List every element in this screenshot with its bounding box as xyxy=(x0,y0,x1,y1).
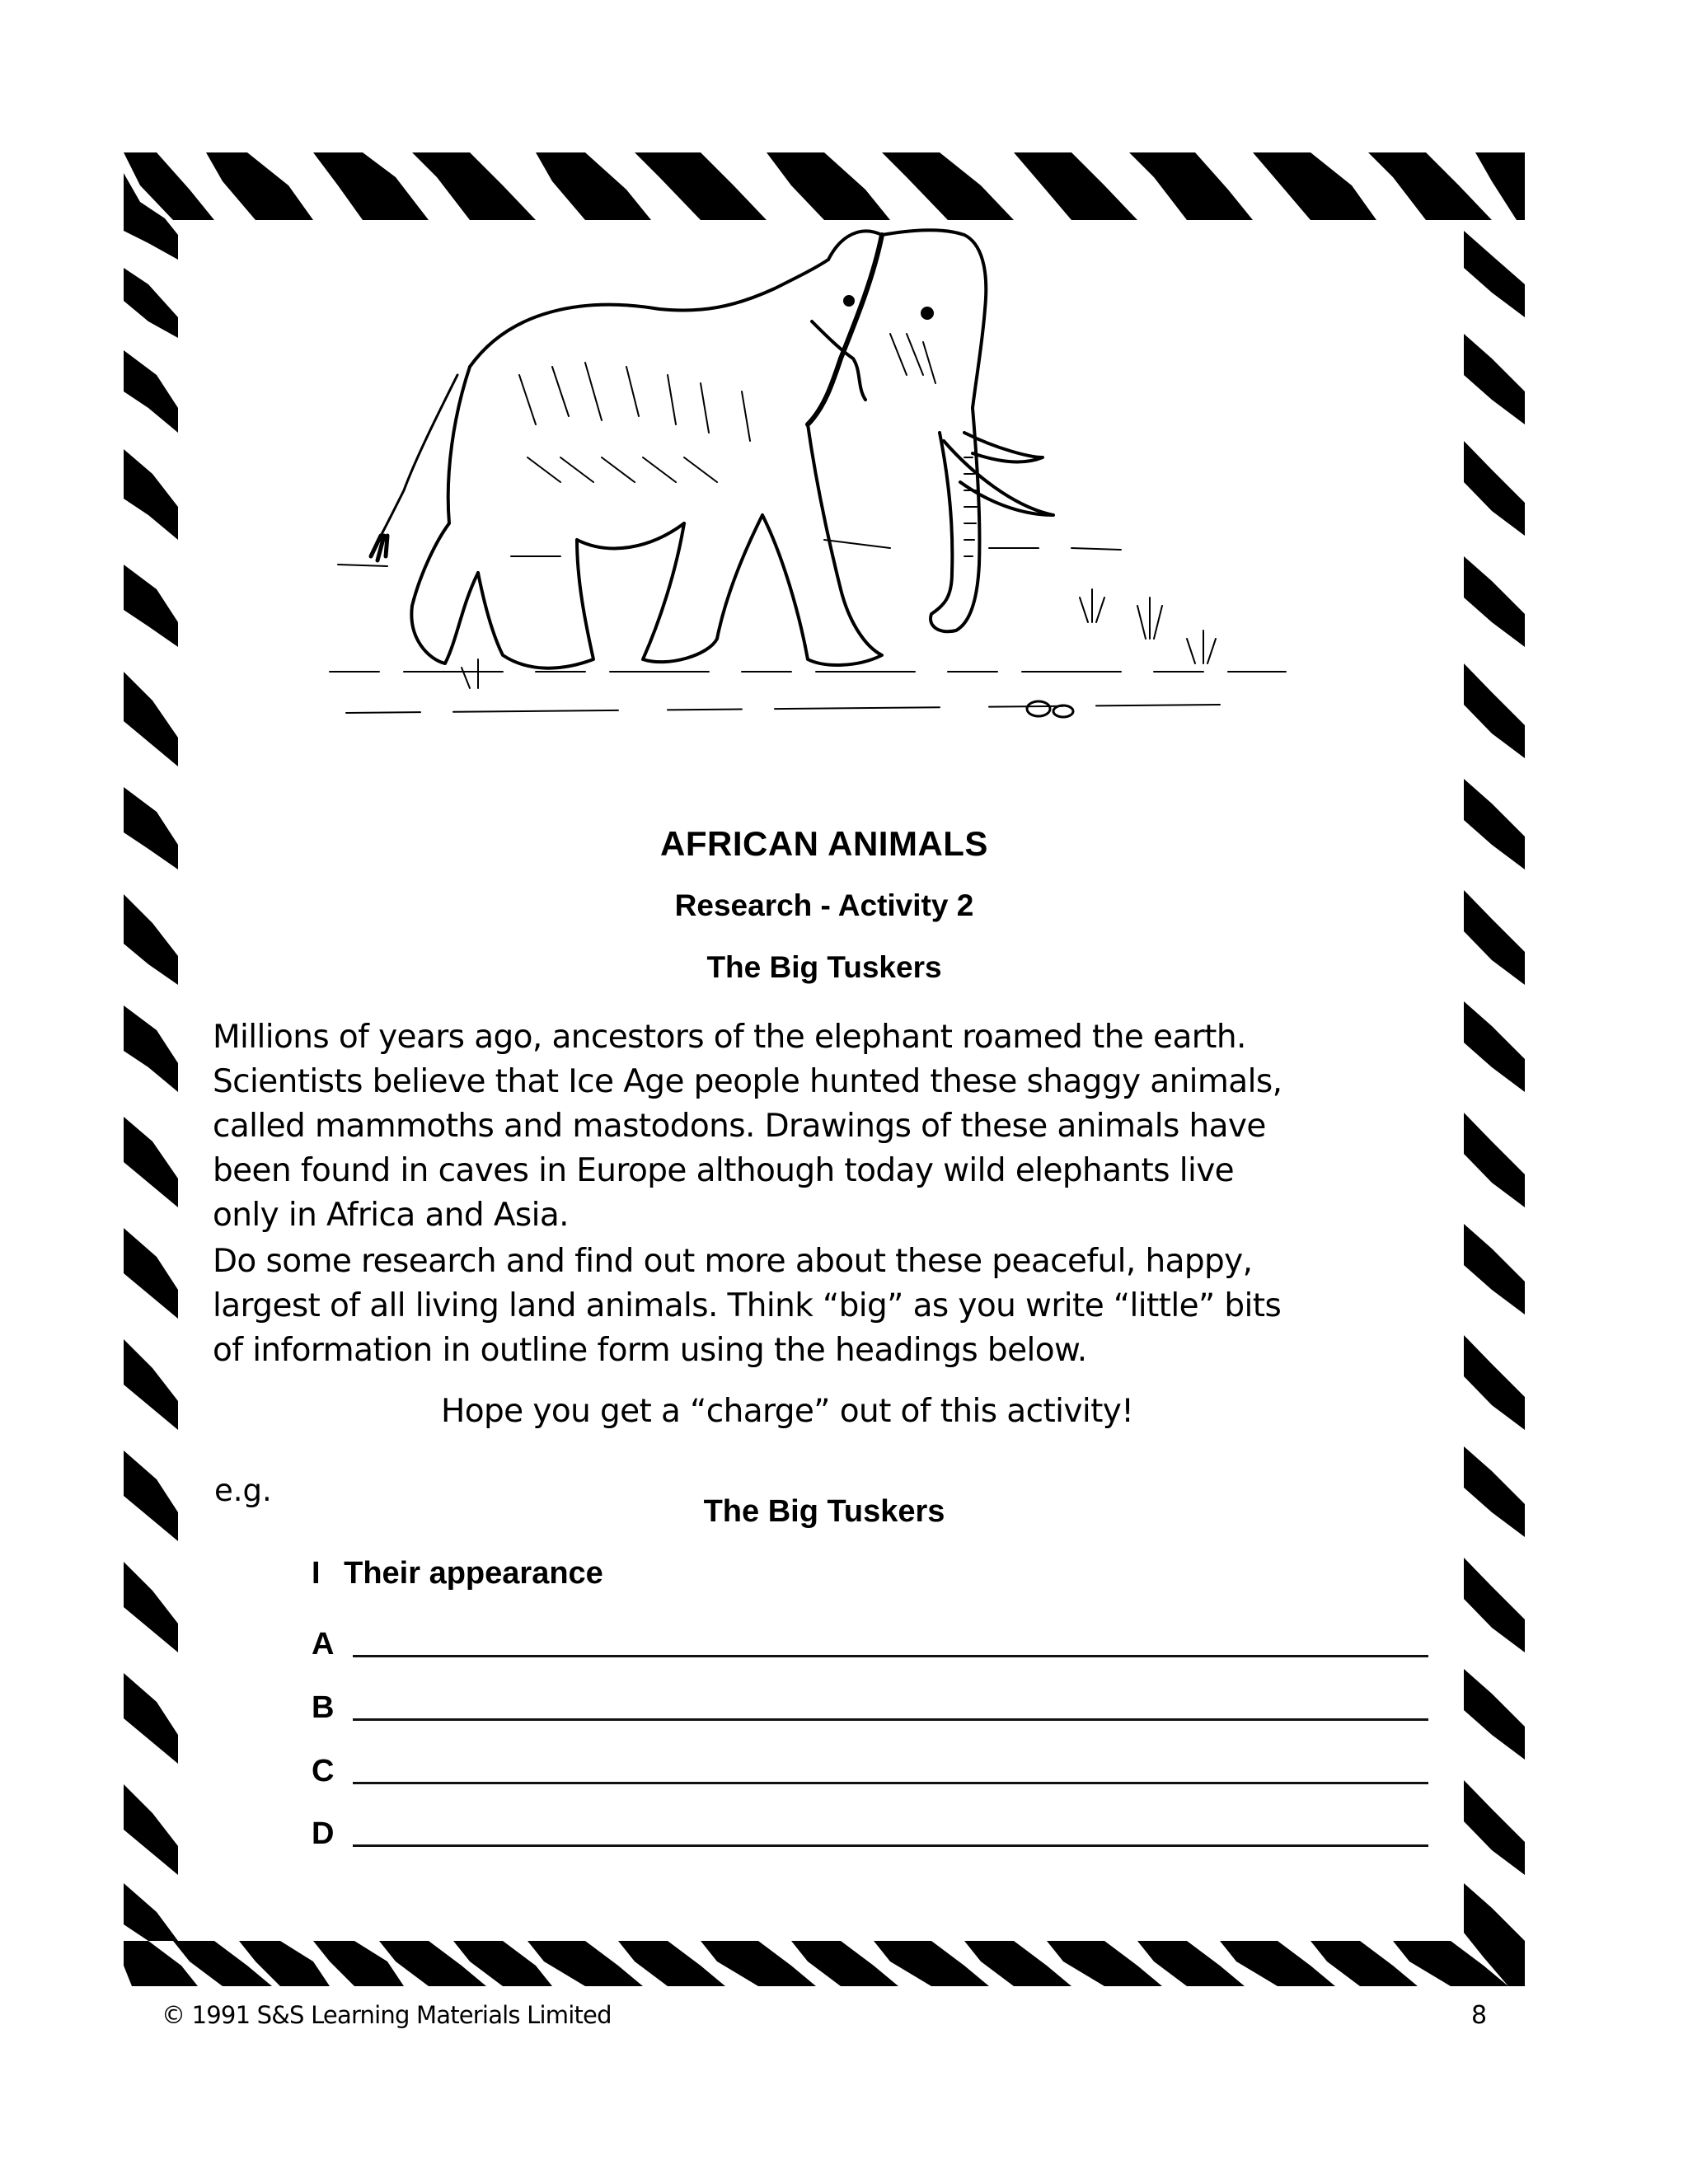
outline-heading xyxy=(312,1556,603,1591)
text-line: only in Africa and Asia. xyxy=(213,1197,569,1234)
text-line: of information in outline form using the headings below. xyxy=(213,1332,1087,1369)
outline-item-b[interactable] xyxy=(312,1683,1428,1724)
outline-item-c[interactable] xyxy=(312,1746,1428,1788)
text-line: Millions of years ago, ancestors of the elephant roamed the earth. xyxy=(213,1019,1246,1056)
outline-title: The Big Tuskers xyxy=(703,1494,945,1529)
item-letter: C xyxy=(312,1754,335,1788)
text-line: called mammoths and mastodons. Drawings of these animals have xyxy=(213,1108,1266,1145)
outline-item-a[interactable] xyxy=(312,1619,1428,1661)
item-letter: A xyxy=(312,1627,335,1661)
instructions-paragraph xyxy=(213,1240,1465,1373)
page-number: 8 xyxy=(1471,2001,1488,2030)
closing-line: Hope you get a “charge” out of this activity! xyxy=(441,1393,1134,1430)
answer-line[interactable] xyxy=(353,1718,1428,1721)
text-line: been found in caves in Europe although today wild elephants live xyxy=(213,1152,1235,1189)
intro-paragraph xyxy=(213,1015,1465,1238)
answer-line[interactable] xyxy=(353,1655,1428,1657)
page-heading: AFRICAN ANIMALS xyxy=(660,824,988,863)
elephant-illustration xyxy=(313,210,1319,824)
item-letter: D xyxy=(312,1816,335,1851)
example-label: e.g. xyxy=(214,1473,272,1508)
outline-item-d[interactable] xyxy=(312,1809,1428,1850)
outline-heading-number: I xyxy=(312,1556,321,1591)
text-line: largest of all living land animals. Think “big” as you write “little” bits xyxy=(213,1287,1282,1324)
copyright-notice: © 1991 S&S Learning Materials Limited xyxy=(162,2001,612,2029)
section-title: The Big Tuskers xyxy=(706,950,942,984)
activity-subheading: Research - Activity 2 xyxy=(674,888,974,922)
text-line: Scientists believe that Ice Age people hunted these shaggy animals, xyxy=(213,1063,1282,1100)
answer-line[interactable] xyxy=(353,1782,1428,1784)
item-letter: B xyxy=(312,1690,335,1725)
answer-line[interactable] xyxy=(353,1844,1428,1847)
text-line: Do some research and find out more about these peaceful, happy, xyxy=(213,1243,1253,1280)
outline-heading-text: Their appearance xyxy=(344,1556,603,1591)
